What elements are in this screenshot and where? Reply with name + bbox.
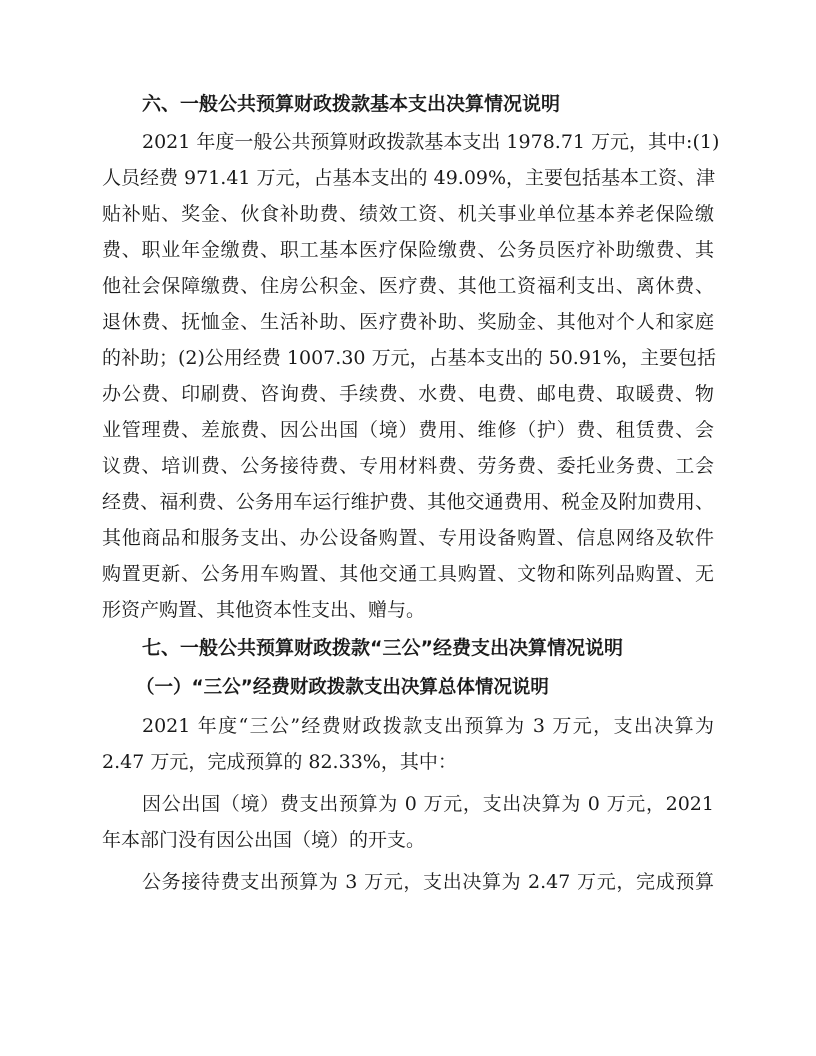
section7-subheading: （一）“三公”经费财政拨款支出决算总体情况说明 [136, 677, 549, 698]
section7-para1-line-2: 2.47 万元，完成预算的 82.33%，其中： [102, 751, 457, 773]
section6-line-7: 的补助；(2)公用经费 1007.30 万元，占基本支出的 50.91%，主要包括 [102, 347, 717, 369]
section6-line-5: 他社会保障缴费、住房公积金、医疗费、其他工资福利支出、离休费、 [102, 275, 714, 297]
section6-line-9: 业管理费、差旅费、因公出国（境）费用、维修（护）费、租赁费、会 [102, 419, 714, 441]
section7-para2-line-1: 因公出国（境）费支出预算为 0 万元，支出决算为 0 万元，2021 [142, 793, 714, 815]
section6-line-12: 其他商品和服务支出、办公设备购置、专用设备购置、信息网络及软件 [102, 527, 714, 549]
section6-line-1: 2021 年度一般公共预算财政拨款基本支出 1978.71 万元，其中:(1) [142, 131, 720, 153]
section6-line-4: 费、职业年金缴费、职工基本医疗保险缴费、公务员医疗补助缴费、其 [102, 239, 714, 261]
section7-para3-line-1: 公务接待费支出预算为 3 万元，支出决算为 2.47 万元，完成预算 [142, 871, 714, 893]
section6-line-6: 退休费、抚恤金、生活补助、医疗费补助、奖励金、其他对个人和家庭 [102, 311, 714, 333]
section6-line-10: 议费、培训费、公务接待费、专用材料费、劳务费、委托业务费、工会 [102, 455, 714, 477]
section6-line-14: 形资产购置、其他资本性支出、赠与。 [102, 599, 426, 621]
document-page [102, 84, 720, 900]
section7-heading: 七、一般公共预算财政拨款“三公”经费支出决算情况说明 [142, 637, 623, 659]
section6-line-2: 人员经费 971.41 万元，占基本支出的 49.09%，主要包括基本工资、津 [102, 167, 716, 189]
section6-line-13: 购置更新、公务用车购置、其他交通工具购置、文物和陈列品购置、无 [102, 563, 714, 585]
section7-para1-line-1: 2021 年度“三公”经费财政拨款支出预算为 3 万元，支出决算为 [142, 715, 714, 737]
section7-para2-line-2: 年本部门没有因公出国（境）的开支。 [102, 829, 426, 851]
section6-line-11: 经费、福利费、公务用车运行维护费、其他交通费用、税金及附加费用、 [102, 491, 714, 513]
section6-line-8: 办公费、印刷费、咨询费、手续费、水费、电费、邮电费、取暖费、物 [102, 383, 714, 405]
section6-heading: 六、一般公共预算财政拨款基本支出决算情况说明 [142, 93, 561, 115]
section6-line-3: 贴补贴、奖金、伙食补助费、绩效工资、机关事业单位基本养老保险缴 [102, 203, 714, 225]
